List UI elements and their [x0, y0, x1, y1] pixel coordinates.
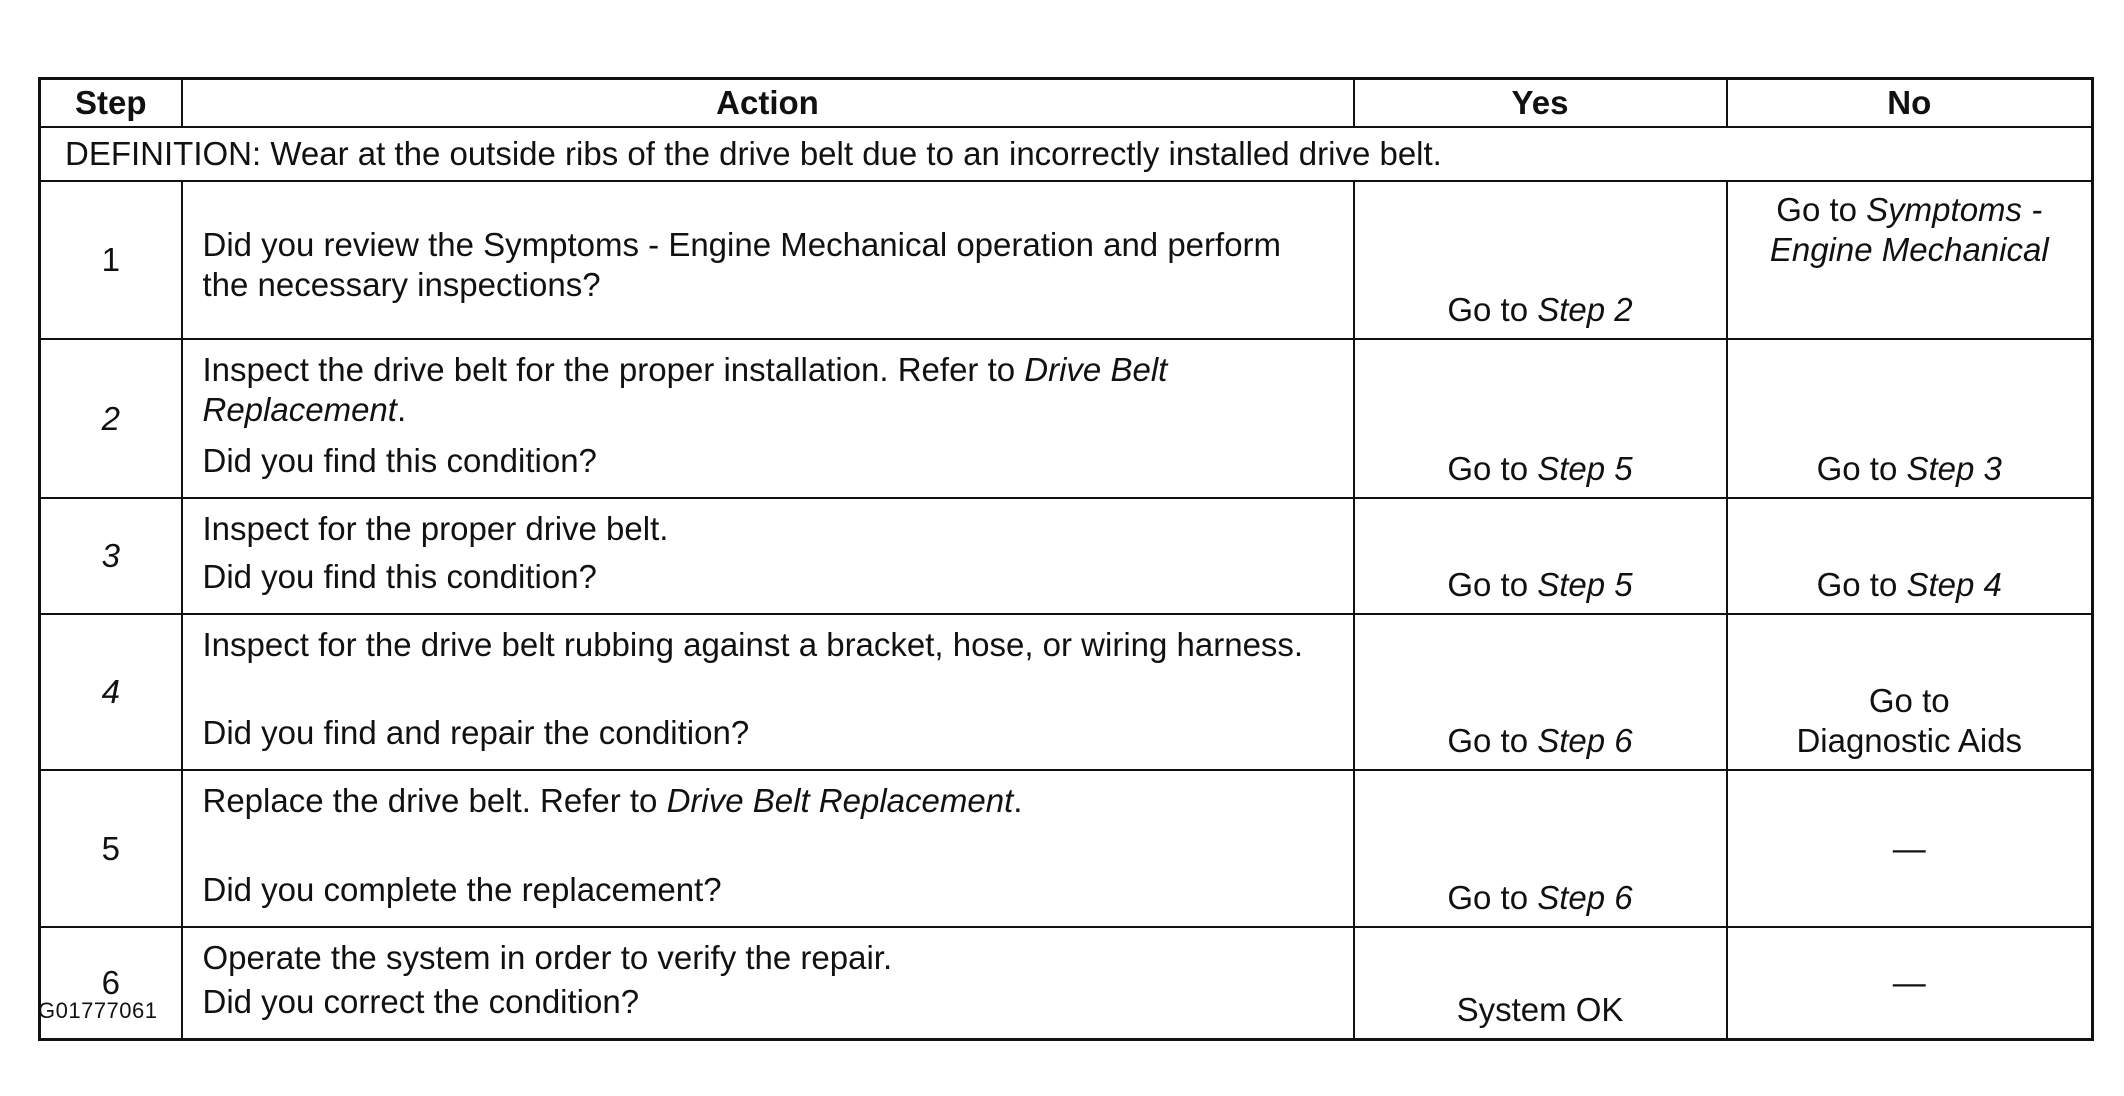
yes-prefix: Go to — [1447, 291, 1538, 328]
action-question: Did you find this condition? — [202, 558, 597, 595]
no-dash: — — [1892, 829, 1926, 867]
procedure-ref: Drive Belt Replacement — [666, 782, 1014, 819]
table-row — [40, 181, 2093, 339]
no-step-ref: Step 3 — [1906, 450, 2002, 487]
definition-row — [40, 127, 2093, 181]
header-row — [40, 79, 2093, 128]
yes-step-ref: Step 6 — [1537, 879, 1633, 916]
action-instruction: Operate the system in order to verify the repair. — [202, 939, 893, 976]
action-question: Did you find and repair the condition? — [202, 714, 750, 751]
action-question: Did you correct the condition? — [202, 983, 640, 1020]
header-action: Action — [182, 79, 1354, 128]
action-cell — [182, 614, 1354, 770]
instruction-end: . — [1013, 782, 1023, 819]
yes-step-ref: Step 5 — [1537, 450, 1633, 487]
table-row — [40, 339, 2093, 498]
no-cell — [1727, 181, 2093, 339]
header-no: No — [1727, 79, 2093, 128]
no-line-2: Diagnostic Aids — [1796, 722, 2023, 759]
action-cell — [182, 181, 1354, 339]
no-dash: — — [1892, 964, 1926, 1001]
action-instruction — [203, 781, 1333, 821]
table-row — [40, 770, 2093, 927]
step-number: 4 — [40, 614, 182, 770]
yes-cell — [1354, 339, 1727, 498]
no-ref: Symptoms - Engine Mechanical — [1769, 191, 2049, 268]
no-prefix: Go to — [1776, 191, 1867, 228]
yes-cell — [1354, 498, 1727, 614]
action-cell — [182, 770, 1354, 927]
step-number: 1 — [40, 181, 182, 339]
diagnostic-table — [38, 77, 2094, 1041]
action-instruction: Did you review the Symptoms - Engine Mechanical operation and perform the necessary inspections? — [202, 226, 1282, 303]
header-yes: Yes — [1354, 79, 1727, 128]
no-cell — [1727, 614, 2093, 770]
step-number: 2 — [40, 339, 182, 498]
no-prefix: Go to — [1816, 566, 1907, 603]
action-question: Did you complete the replacement? — [202, 871, 722, 908]
step-number: 6 — [40, 927, 182, 1040]
action-instruction: Inspect for the proper drive belt. — [202, 510, 669, 547]
yes-prefix: Go to — [1447, 450, 1538, 487]
yes-result: System OK — [1456, 991, 1624, 1028]
yes-cell — [1354, 614, 1727, 770]
yes-cell — [1354, 927, 1727, 1040]
action-cell — [182, 339, 1354, 498]
step-number: 5 — [40, 770, 182, 927]
yes-cell — [1354, 770, 1727, 927]
action-instruction — [203, 350, 1333, 430]
no-cell — [1727, 339, 2093, 498]
action-cell — [182, 498, 1354, 614]
instruction-text: Inspect the drive belt for the proper installation. Refer to — [202, 351, 1025, 388]
no-cell — [1727, 927, 2093, 1040]
no-cell — [1727, 770, 2093, 927]
yes-step-ref: Step 6 — [1537, 722, 1633, 759]
step-number: 3 — [40, 498, 182, 614]
yes-step-ref: Step 5 — [1537, 566, 1633, 603]
table-row — [40, 927, 2093, 1040]
instruction-end: . — [396, 391, 407, 428]
instruction-text: Replace the drive belt. Refer to — [202, 782, 667, 819]
table-row — [40, 498, 2093, 614]
no-step-ref: Step 4 — [1906, 566, 2002, 603]
action-question: Did you find this condition? — [202, 442, 597, 479]
yes-prefix: Go to — [1447, 722, 1538, 759]
header-step: Step — [40, 79, 182, 128]
table-row — [40, 614, 2093, 770]
yes-prefix: Go to — [1447, 566, 1538, 603]
yes-cell — [1354, 181, 1727, 339]
figure-id: G01777061 — [38, 998, 158, 1023]
yes-prefix: Go to — [1447, 879, 1538, 916]
action-instruction: Inspect for the drive belt rubbing against a bracket, hose, or wiring harness. — [202, 626, 1304, 663]
action-cell — [182, 927, 1354, 1040]
no-line-1: Go to — [1868, 682, 1950, 719]
procedure-ref: Drive Belt Replacement — [202, 351, 1168, 428]
yes-step-ref: Step 2 — [1537, 291, 1633, 328]
definition-text: DEFINITION: Wear at the outside ribs of the drive belt due to an incorrectly installed drive belt. — [40, 127, 2093, 181]
no-cell — [1727, 498, 2093, 614]
no-prefix: Go to — [1816, 450, 1907, 487]
